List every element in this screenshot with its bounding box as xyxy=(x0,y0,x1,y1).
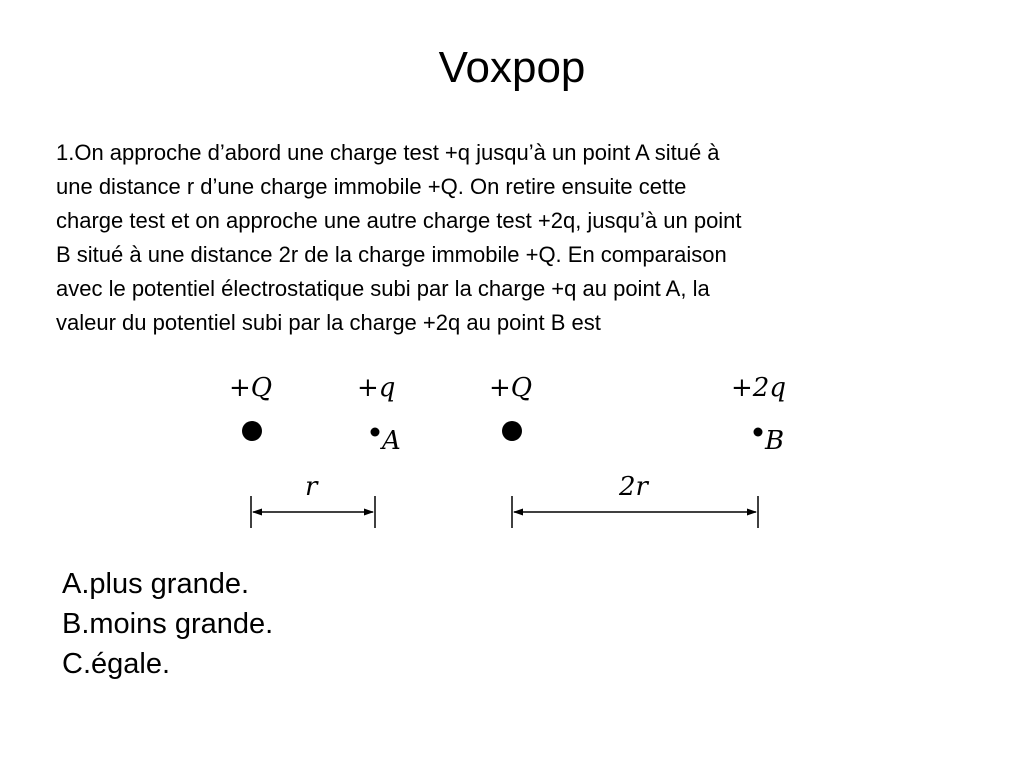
source-charge-dot xyxy=(502,421,522,441)
slide-title: Voxpop xyxy=(438,43,586,92)
question-line: charge test et on approche une autre charge test +2q, jusqu’à un point xyxy=(56,208,742,233)
point-label: B xyxy=(765,426,785,456)
source-charge-label: +Q xyxy=(229,373,273,403)
answer-options xyxy=(62,564,273,684)
question-line: une distance r d’une charge immobile +Q. On retire ensuite cette xyxy=(56,174,687,199)
left-configuration xyxy=(229,373,401,528)
test-charge-dot xyxy=(754,428,763,437)
question-line: B situé à une distance 2r de la charge immobile +Q. En comparaison xyxy=(56,242,727,267)
test-charge-dot xyxy=(371,428,380,437)
right-configuration xyxy=(489,373,786,528)
answer-option-b: B.moins grande. xyxy=(62,608,274,640)
point-label: A xyxy=(382,426,401,456)
answer-option-a: A.plus grande. xyxy=(62,568,250,600)
question-line: valeur du potentiel subi par la charge +2q au point B est xyxy=(56,310,601,335)
question-line: avec le potentiel électrostatique subi par la charge +q au point A, la xyxy=(56,276,710,301)
question-line: 1.On approche d’abord une charge test +q jusqu’à un point A situé à xyxy=(56,140,720,165)
test-charge-label: +2q xyxy=(731,373,786,403)
source-charge-label: +Q xyxy=(489,373,533,403)
test-charge-label: +q xyxy=(357,373,396,403)
answer-option-c: C.égale. xyxy=(62,648,171,680)
distance-label: r xyxy=(305,472,318,502)
distance-label: 2r xyxy=(619,472,648,502)
source-charge-dot xyxy=(242,421,262,441)
